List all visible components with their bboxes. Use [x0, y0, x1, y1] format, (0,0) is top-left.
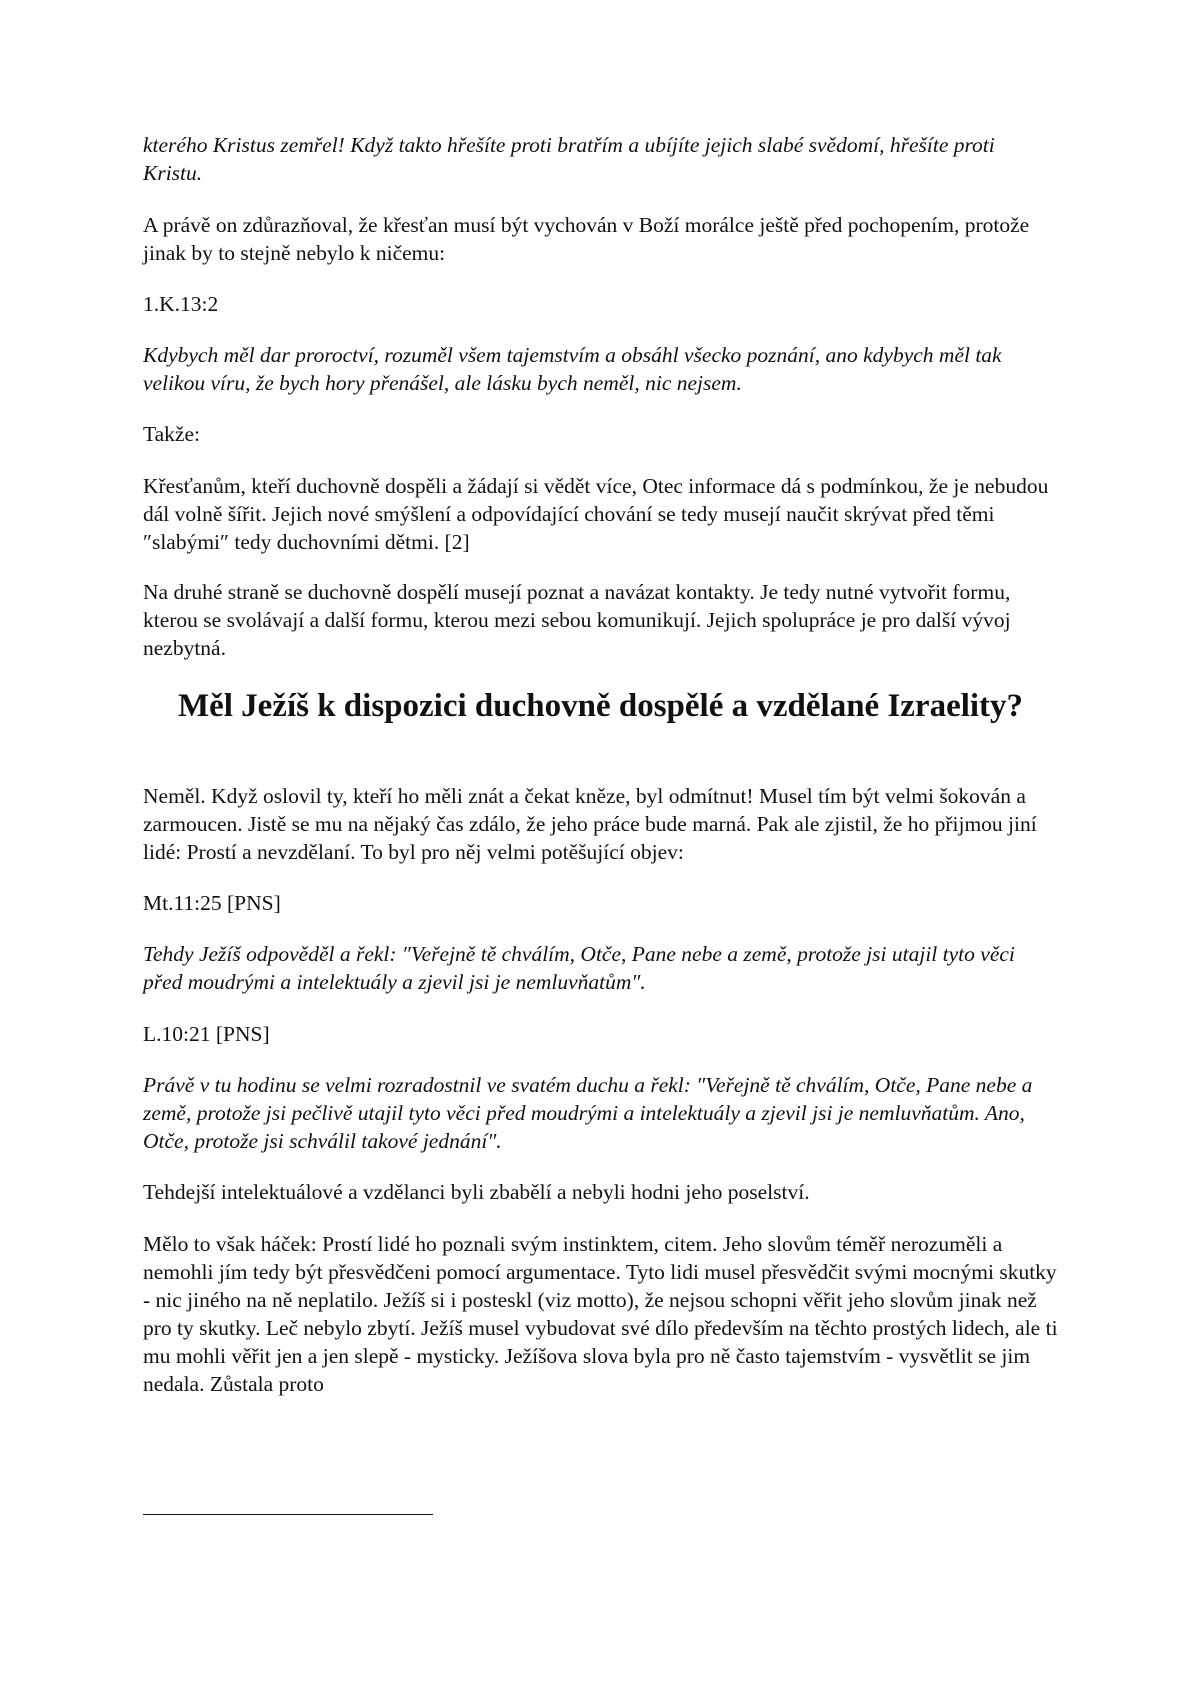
scripture-reference-l1021: L.10:21 [PNS]	[143, 1022, 270, 1046]
paragraph-takze: Takže:	[143, 422, 200, 446]
scripture-quote-mt1125: Tehdy Ježíš odpověděl a řekl: ″Veřejně tě chválím, Otče, Pane nebe a země, protože jsi utajil tyto věci před moudrými a intelektuály a zjevil jsi je nemluvňatům″.	[143, 942, 1015, 994]
scripture-reference-1k13: 1.K.13:2	[143, 292, 219, 316]
scripture-reference-mt1125: Mt.11:25 [PNS]	[143, 891, 281, 915]
paragraph-mature-christians: Křesťanům, kteří duchovně dospěli a žádají si vědět více, Otec informace dá s podmínkou, že je nebudou dál volně šířit. Jejich nové smýšlení a odpovídající chování se tedy musejí naučit skrývat před těmi ″slabými″ tedy duchovními dětmi. [2]	[143, 474, 1049, 554]
paragraph-quote-continuation: kterého Kristus zemřel! Když takto hřešíte proti bratřím a ubíjíte jejich slabé svědomí, hřešíte proti Kristu.	[143, 133, 995, 185]
scripture-quote-1k13: Kdybych měl dar proroctví, rozuměl všem tajemstvím a obsáhl všecko poznání, ano kdybych měl tak velikou víru, že bych hory přenášel, ale lásku bych neměl, nic nejsem.	[143, 343, 1002, 395]
scripture-quote-l1021: Právě v tu hodinu se velmi rozradostnil ve svatém duchu a řekl: ″Veřejně tě chválím, Otče, Pane nebe a země, protože jsi pečlivě utajil tyto věci před moudrými a intelektuály a zjevil jsi je nemluvňatům. Ano, Otče, protože jsi schválil takové jednání″.	[143, 1073, 1033, 1153]
footnote-separator	[143, 1514, 433, 1515]
paragraph-hacek: Mělo to však háček: Prostí lidé ho poznali svým instinktem, citem. Jeho slovům téměř nerozuměli a nemohli jím tedy být přesvědčeni pomocí argumentace. Tyto lidi musel přesvědčit svými mocnými skutky - nic jiného na ně neplatilo. Ježíš si i posteskl (viz motto), že nejsou schopni věřit jeho slovům jinak než pro ty skutky. Leč nebylo zbytí. Ježíš musel vybudovat své dílo především na těchto prostých lidech, ale ti mu mohli věřit jen a jen slepě - mysticky. Ježíšova slova byla pro ně často tajemstvím - vysvětlit se jim nedala. Zůstala proto	[143, 1232, 1058, 1396]
paragraph-contacts: Na druhé straně se duchovně dospělí musejí poznat a navázat kontakty. Je tedy nutné vytvořit formu, kterou se svolávají a další formu, kterou mezi sebou komunikují. Jejich spolupráce je pro další vývoj nezbytná.	[143, 580, 1011, 660]
section-heading: Měl Ježíš k dispozici duchovně dospělé a vzdělané Izraelity?	[177, 688, 1024, 724]
paragraph-nemel: Neměl. Když oslovil ty, kteří ho měli znát a čekat kněze, byl odmítnut! Musel tím být velmi šokován a zarmoucen. Jistě se mu na nějaký čas zdálo, že jeho práce bude marná. Pak ale zjistil, že ho přijmou jiní lidé: Prostí a nevzdělaní. To byl pro něj velmi potěšující objev:	[143, 784, 1037, 864]
paragraph-moral-upbringing: A právě on zdůrazňoval, že křesťan musí být vychován v Boží morálce ještě před pochopením, protože jinak by to stejně nebylo k ničemu:	[143, 213, 1030, 265]
paragraph-intellectuals: Tehdejší intelektuálové a vzdělanci byli zbabělí a nebyli hodni jeho poselství.	[143, 1180, 810, 1204]
